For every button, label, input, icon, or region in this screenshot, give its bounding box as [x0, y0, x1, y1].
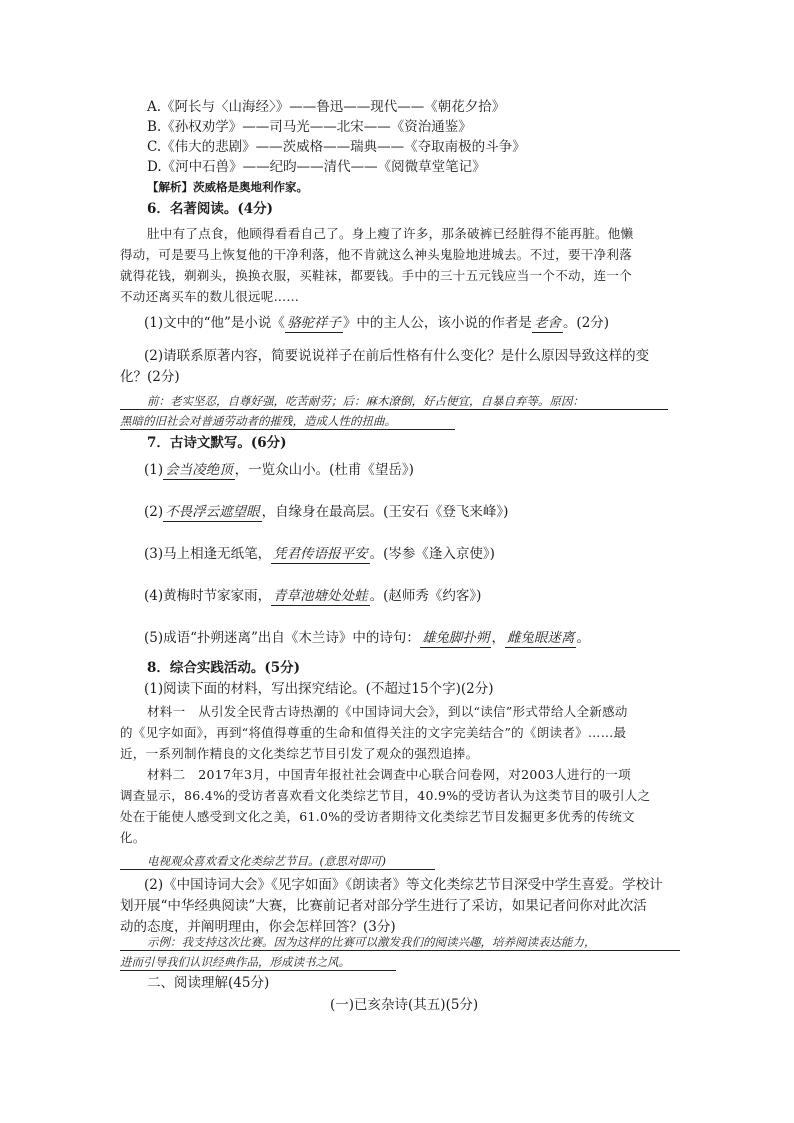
q7-line-4 — [144, 587, 481, 605]
poem-subtitle: (一)已亥杂诗(其五)(5分) — [330, 997, 479, 1013]
option-a: A.《阿长与〈山海经〉》——鲁迅——现代——《朝花夕拾》 — [147, 99, 506, 115]
q8-material1-line: 的《见字如面》，再到“将值得尊重的生命和值得关注的文字完美结合”的《朗读者》……最 — [120, 725, 627, 740]
q6-sub1-mid: 》中的主人公，该小说的作者是 — [342, 315, 532, 331]
q7-answer: 会当凌绝顶 — [165, 462, 233, 478]
q7-suffix: ，一览众山小。(杜甫《望岳》) — [234, 462, 414, 478]
option-d: D.《河中石兽》——纪昀——清代——《阅微草堂笔记》 — [147, 159, 486, 175]
q7-separator: ， — [491, 630, 505, 646]
q7-answer: 青草池塘处处蛙 — [273, 588, 368, 604]
q8-material2-line: 处在于能使人感受到文化之美，61.0%的受访者期待文化类综艺节目发掘更多优秀的传统文 — [120, 809, 635, 824]
answer-underline — [120, 869, 435, 870]
q8-material1-line: 近，一系列制作精良的文化类综艺节目引发了观众的强烈追捧。 — [120, 746, 479, 761]
q6-passage-line: 不动还离买车的数儿很远呢…… — [120, 289, 300, 304]
q6-passage-line: 得动，可是要马上恢复他的干净利落，他不肯就这么神头鬼脸地进城去。不过，要干净利落 — [120, 247, 633, 262]
q8-sub2-line: 划开展“中华经典阅读”大赛，比赛前记者对部分学生进行了采访，如果记者问你对此次活 — [120, 898, 647, 914]
q6-sub2-answer-line: 黑暗的旧社会对普通劳动者的摧残，造成人性的扭曲。 — [120, 414, 396, 428]
q6-sub1-answer-author: 老舍 — [533, 315, 561, 331]
q8-material2-line: 材料二 2017年3月，中国青年报社社会调查中心联合问卷网，对2003人进行的一项 — [147, 767, 631, 782]
q7-line-2 — [144, 503, 508, 521]
q6-passage-line: 就得花钱，剃剃头，换换衣服，买鞋袜，都要钱。手中的三十五元钱应当一个不动，连一个 — [120, 268, 633, 283]
q6-passage-line: 肚中有了点食，他顾得看看自己了。身上瘦了许多，那条破裤已经脏得不能再脏。他懒 — [147, 226, 634, 241]
q8-material1-line: 材料一 从引发全民背古诗热潮的《中国诗词大会》，到以“读信”形式带给人全新感动 — [147, 704, 628, 719]
q7-suffix: 。(岑参《逢入京使》) — [369, 546, 495, 562]
q6-sub1 — [144, 314, 609, 332]
analysis-note: 【解析】茨威格是奥地利作家。 — [147, 180, 308, 194]
option-c: C.《伟大的悲剧》——茨威格——瑞典——《夺取南极的斗争》 — [147, 139, 526, 155]
q6-sub2-answer-line: 前：老实坚忍，自尊好强，吃苦耐劳；后：麻木潦倒，好占便宜，自暴自弃等。原因： — [147, 394, 584, 408]
q7-prefix: (2) — [144, 504, 164, 520]
q6-heading: 6．名著阅读。(4分) — [147, 201, 274, 217]
section-two-heading: 二、阅读理解(45分) — [147, 975, 270, 991]
q6-sub2-line: 化？(2分) — [120, 369, 180, 385]
q6-sub1-prefix: (1)文中的“他”是小说《 — [144, 315, 285, 331]
q7-answer: 雌兔眼迷离 — [506, 630, 575, 646]
q7-line-1 — [144, 461, 414, 479]
q8-sub1: (1)阅读下面的材料，写出探究结论。(不超过15个字)(2分) — [144, 681, 494, 697]
q7-prefix: (4)黄梅时节家家雨， — [144, 588, 272, 604]
answer-underline — [120, 950, 680, 951]
q8-sub2-answer-line: 示例：我支持这次比赛。因为这样的比赛可以激发我们的阅读兴趣，培养阅读表达能力， — [147, 935, 596, 949]
q7-answer: 不畏浮云遮望眼 — [165, 504, 260, 520]
q8-sub2-answer-line: 进而引导我们认识经典作品，形成读书之风。 — [120, 955, 350, 969]
q7-prefix: (1) — [144, 462, 164, 478]
option-b: B.《孙权劝学》——司马光——北宋——《资治通鉴》 — [147, 119, 472, 135]
q6-sub1-suffix: 。(2分) — [562, 315, 610, 331]
q6-sub1-answer-title: 骆驼祥子 — [286, 315, 341, 331]
q8-material2-line: 化。 — [120, 830, 146, 845]
q7-prefix: (3)马上相逢无纸笔， — [144, 546, 272, 562]
q7-suffix: ，自缘身在最高层。(王安石《登飞来峰》) — [261, 504, 509, 520]
q8-sub2-line: (2)《中国诗词大会》《见字如面》《朗读者》等文化类综艺节目深受中学生喜爱。学校计 — [144, 877, 663, 893]
q8-material2-line: 调查显示，86.4%的受访者喜欢看文化类综艺节目，40.9%的受访者认为这类节目的吸引人之 — [120, 788, 651, 803]
q7-answer: 凭君传语报平安 — [273, 546, 368, 562]
answer-underline — [120, 970, 396, 971]
q7-suffix: 。 — [576, 630, 590, 646]
answer-underline — [120, 429, 455, 430]
q6-sub2-line: (2)请联系原著内容，简要说说祥子在前后性格有什么变化？是什么原因导致这样的变 — [144, 348, 650, 364]
answer-underline — [120, 409, 668, 410]
q8-sub1-answer: 电视观众喜欢看文化类综艺节目。(意思对即可) — [147, 854, 386, 868]
q7-line-5 — [144, 629, 590, 647]
q7-suffix: 。(赵师秀《约客》) — [369, 588, 482, 604]
q7-heading: 7．古诗文默写。(6分) — [147, 435, 287, 451]
q7-answer: 雄兔脚扑朔 — [421, 630, 490, 646]
q7-line-3 — [144, 545, 495, 563]
q8-heading: 8．综合实践活动。(5分) — [147, 660, 301, 676]
q8-sub2-line: 动的态度，并阐明理由，你会怎样回答？(3分) — [120, 919, 396, 935]
q7-prefix: (5)成语“扑朔迷离”出自《木兰诗》中的诗句： — [144, 630, 420, 646]
